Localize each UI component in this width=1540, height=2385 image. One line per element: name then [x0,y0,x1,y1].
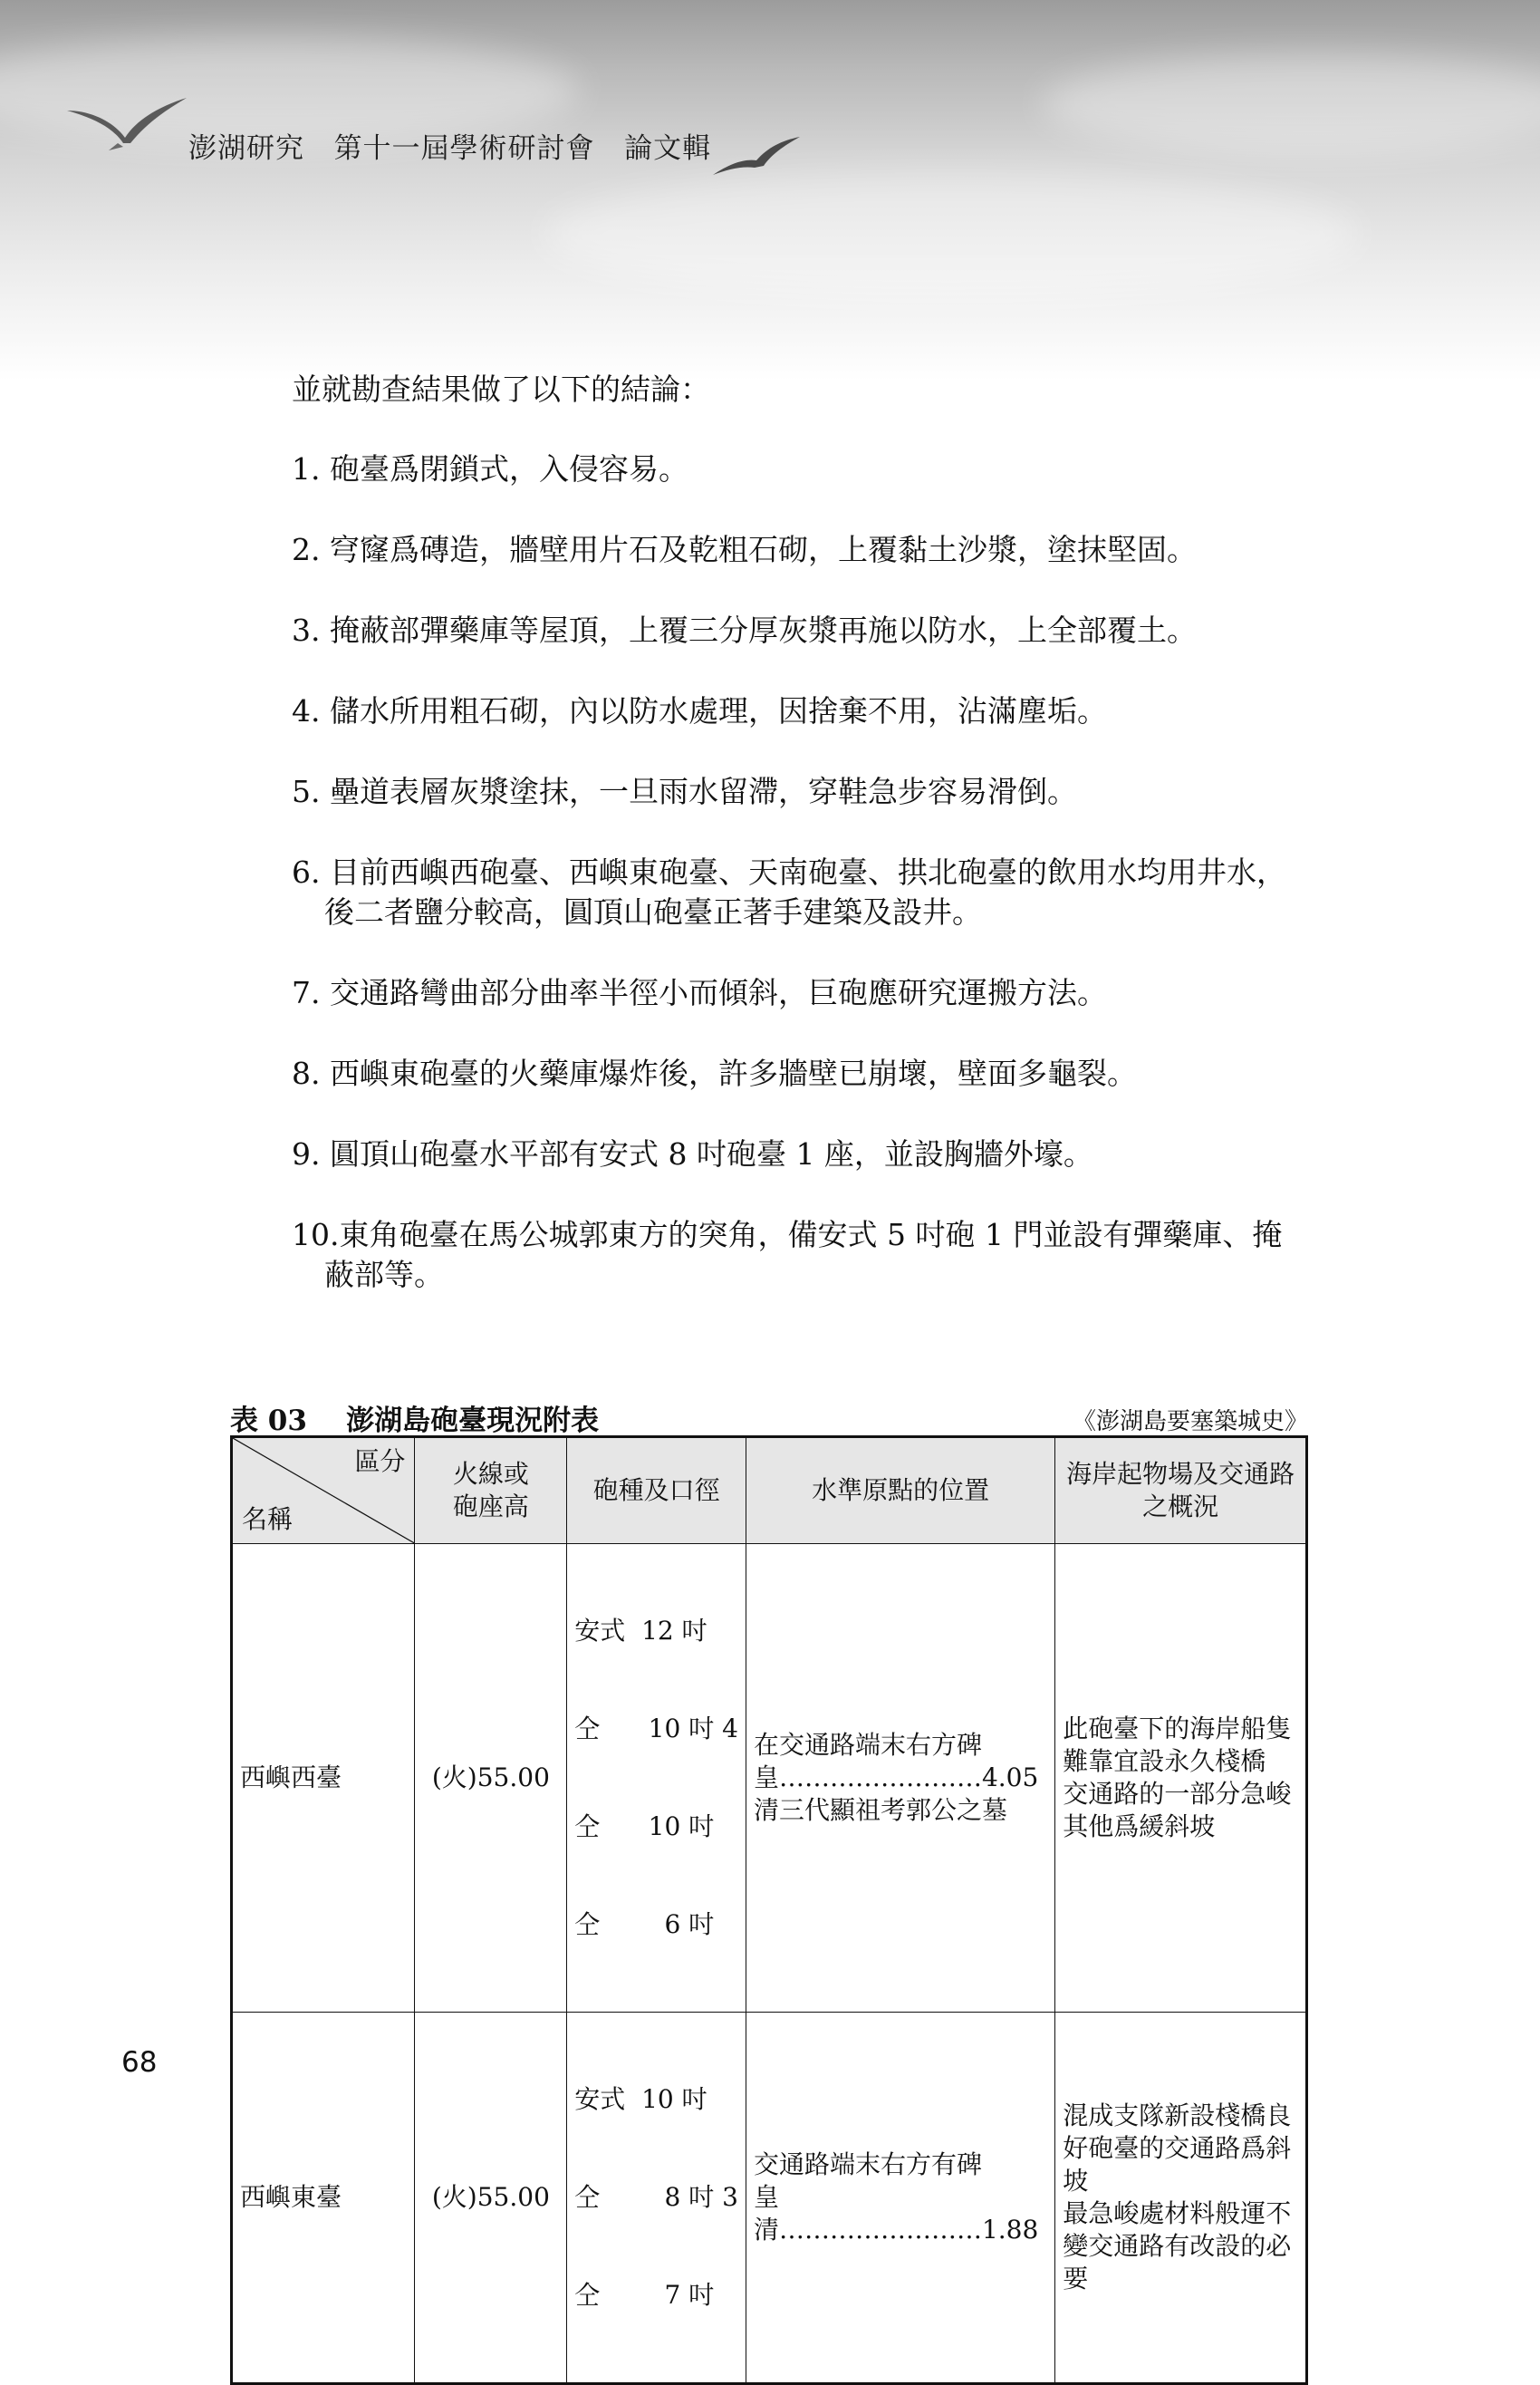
table-caption-title [230,1397,599,1438]
coast-line: 變交通路有改設的必 [1063,2231,1292,2261]
diagonal-header-cell [232,1437,415,1544]
coast-line: 要 [1063,2264,1089,2293]
datum-line: 清……………………1.88 [753,2215,1039,2245]
seagull-right-icon [711,131,802,186]
row-coast [1055,2013,1307,2384]
table-source: 《澎湖島要塞築城史》 [1072,1408,1308,1435]
row-guns [567,2013,746,2384]
row-coast [1055,1544,1307,2013]
conclusion-item-6: 6. 目前西嶼西砲臺、西嶼東砲臺、天南砲臺、拱北砲臺的飲用水均用井水，後二者鹽分較高，圓頂山砲臺正著手建築及設井。 [292,855,1286,930]
intro-paragraph: 並就勘查結果做了以下的結論： [292,372,710,407]
gun-line: 仝 10 吋 [574,1811,715,1841]
conclusion-item-7: 7. 交通路彎曲部分曲率半徑小而傾斜，巨砲應研究運搬方法。 [292,975,1107,1010]
header-height: 火線或 砲座高 [415,1437,567,1544]
gun-line: 仝 8 吋 3 [574,2182,738,2212]
row-height-value: (火)55.00 [415,2013,567,2384]
journal-name: 澎湖研究 [188,132,304,165]
coast-line: 坡 [1063,2166,1089,2196]
header-coast-access: 海岸起物場及交通路之概況 [1055,1437,1307,1544]
table-row [232,1544,1307,2013]
coast-line: 好砲臺的交通路爲斜 [1063,2133,1292,2163]
table-number: 表 03 [230,1405,307,1437]
table-header-row [232,1437,1307,1544]
conclusion-item-9: 9. 圓頂山砲臺水平部有安式 8 吋砲臺 1 座，並設胸牆外壕。 [292,1136,1093,1172]
datum-line: 交通路端末右方有碑 [753,2149,982,2179]
conclusion-item-1: 1. 砲臺爲閉鎖式，入侵容易。 [292,451,688,487]
coast-line: 交通路的一部分急峻 [1063,1779,1292,1809]
header-category-label: 區分 [354,1446,406,1476]
body-text [292,370,1306,1336]
gun-line: 安式 12 吋 [574,1616,707,1646]
coast-line: 最急峻處材料般運不 [1063,2198,1292,2228]
conclusion-item-8: 8. 西嶼東砲臺的火藥庫爆炸後，許多牆壁已崩壞，壁面多龜裂。 [292,1056,1137,1091]
coast-line: 其他爲緩斜坡 [1063,1811,1216,1841]
row-guns [567,1544,746,2013]
gun-line: 安式 10 吋 [574,2084,707,2114]
row-fort-name: 西嶼東臺 [232,2013,415,2384]
coast-line: 此砲臺下的海岸船隻 [1063,1714,1292,1743]
datum-line: 皇 [753,2182,779,2212]
conclusion-item-10: 10.東角砲臺在馬公城郭東方的突角，備安式 5 吋砲 1 門並設有彈藥庫、掩蔽部等。 [292,1217,1283,1292]
row-height-value: (火)55.00 [415,1544,567,2013]
fort-status-table [230,1435,1308,2385]
datum-line: 清三代顯祖考郭公之墓 [753,1795,1007,1825]
page-number: 68 [121,2046,158,2079]
header-sky-background [0,0,1540,381]
header-datum-position: 水準原點的位置 [746,1437,1054,1544]
volume-name: 論文輯 [624,132,712,165]
datum-line: 皇……………………4.05 [753,1762,1039,1792]
row-datum [746,1544,1054,2013]
row-datum [746,2013,1054,2384]
table-caption [230,1397,1308,1437]
header-name-label: 名稱 [242,1504,294,1534]
conclusion-item-5: 5. 壘道表層灰漿塗抹，一旦雨水留滯，穿鞋急步容易滑倒。 [292,774,1077,809]
seagull-left-icon [63,91,190,154]
table-row [232,2013,1307,2384]
coast-line: 難靠宜設永久棧橋 [1063,1746,1266,1776]
header-gun-type: 砲種及口徑 [567,1437,746,1544]
conclusion-item-4: 4. 儲水所用粗石砌，內以防水處理，因捨棄不用，沾滿塵垢。 [292,693,1107,729]
conclusion-item-2: 2. 穹窿爲磚造，牆壁用片石及乾粗石砌，上覆黏土沙漿，塗抹堅固。 [292,532,1197,567]
gun-line: 仝 10 吋 4 [574,1714,738,1743]
conference-name: 第十一屆學術研討會 [333,132,595,165]
gun-line: 仝 7 吋 [574,2280,715,2310]
running-header [188,125,711,166]
coast-line: 混成支隊新設棧橋良 [1063,2100,1292,2130]
datum-line: 在交通路端末右方碑 [753,1730,982,1760]
table-title: 澎湖島砲臺現況附表 [346,1405,600,1437]
gun-line: 仝 6 吋 [574,1909,715,1939]
row-fort-name: 西嶼西臺 [232,1544,415,2013]
conclusion-item-3: 3. 掩蔽部彈藥庫等屋頂，上覆三分厚灰漿再施以防水，上全部覆土。 [292,613,1197,648]
